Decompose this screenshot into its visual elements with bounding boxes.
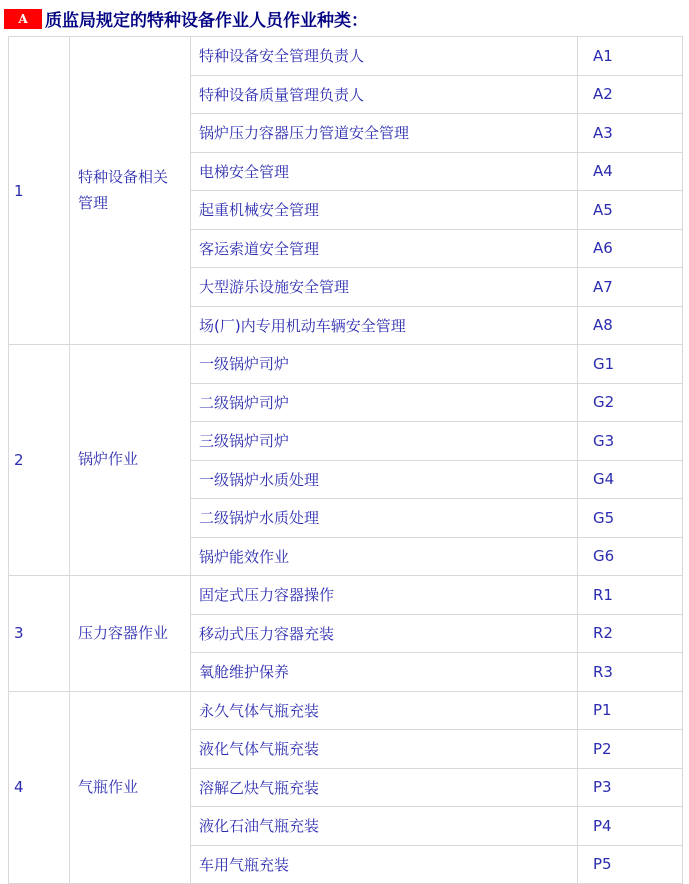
section-category: 压力容器作业	[70, 576, 191, 692]
job-code: P2	[578, 730, 683, 769]
job-name: 液化石油气瓶充装	[191, 807, 578, 846]
section-category: 特种设备相关管理	[70, 37, 191, 345]
job-name: 三级锅炉司炉	[191, 422, 578, 461]
job-name: 车用气瓶充装	[191, 845, 578, 884]
job-name: 客运索道安全管理	[191, 229, 578, 268]
job-name: 一级锅炉水质处理	[191, 460, 578, 499]
section-category: 气瓶作业	[70, 691, 191, 884]
job-code: P5	[578, 845, 683, 884]
job-code: P4	[578, 807, 683, 846]
job-code: G6	[578, 537, 683, 576]
job-name: 氧舱维护保养	[191, 653, 578, 692]
job-code: R1	[578, 576, 683, 615]
job-code: A5	[578, 191, 683, 230]
job-code: P1	[578, 691, 683, 730]
job-code: P3	[578, 768, 683, 807]
job-name: 永久气体气瓶充装	[191, 691, 578, 730]
section-number: 4	[9, 691, 70, 884]
job-code: A6	[578, 229, 683, 268]
job-name: 场(厂)内专用机动车辆安全管理	[191, 306, 578, 345]
section-category: 锅炉作业	[70, 345, 191, 576]
job-name: 固定式压力容器操作	[191, 576, 578, 615]
job-code: A4	[578, 152, 683, 191]
job-code: G2	[578, 383, 683, 422]
job-name: 移动式压力容器充装	[191, 614, 578, 653]
job-name: 特种设备安全管理负责人	[191, 37, 578, 76]
job-name: 大型游乐设施安全管理	[191, 268, 578, 307]
job-name: 溶解乙炔气瓶充装	[191, 768, 578, 807]
job-name: 二级锅炉司炉	[191, 383, 578, 422]
section-letter-badge: A	[4, 9, 42, 29]
page-header	[0, 0, 689, 36]
job-name: 二级锅炉水质处理	[191, 499, 578, 538]
job-code: A2	[578, 75, 683, 114]
job-code: A8	[578, 306, 683, 345]
job-categories-table	[8, 36, 683, 884]
job-code: R2	[578, 614, 683, 653]
job-code: R3	[578, 653, 683, 692]
job-code: G5	[578, 499, 683, 538]
page-title: 质监局规定的特种设备作业人员作业种类：	[45, 11, 368, 31]
job-code: A1	[578, 37, 683, 76]
table-row	[9, 37, 683, 76]
job-name: 锅炉能效作业	[191, 537, 578, 576]
job-name: 特种设备质量管理负责人	[191, 75, 578, 114]
section-number: 1	[9, 37, 70, 345]
job-code: A3	[578, 114, 683, 153]
job-code: G3	[578, 422, 683, 461]
job-code: A7	[578, 268, 683, 307]
job-name: 一级锅炉司炉	[191, 345, 578, 384]
job-name: 液化气体气瓶充装	[191, 730, 578, 769]
job-code: G4	[578, 460, 683, 499]
table-row	[9, 691, 683, 730]
job-name: 锅炉压力容器压力管道安全管理	[191, 114, 578, 153]
section-number: 3	[9, 576, 70, 692]
job-name: 电梯安全管理	[191, 152, 578, 191]
table-row	[9, 345, 683, 384]
table-body	[9, 37, 683, 884]
table-row	[9, 576, 683, 615]
section-number: 2	[9, 345, 70, 576]
job-name: 起重机械安全管理	[191, 191, 578, 230]
job-code: G1	[578, 345, 683, 384]
